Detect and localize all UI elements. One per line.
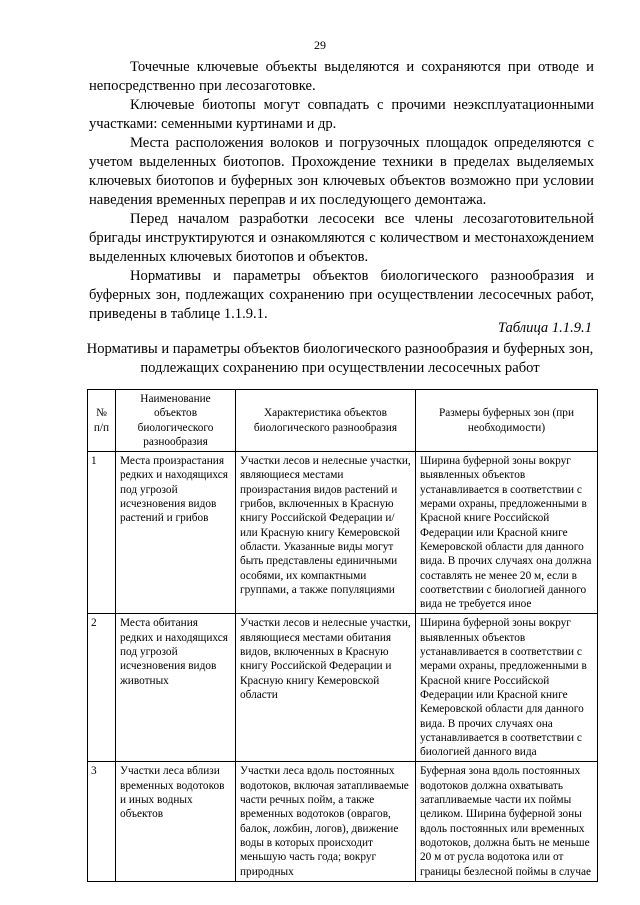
page-number: 29 <box>314 38 326 52</box>
cell-num: 2 <box>88 614 116 762</box>
cell-buffer: Буферная зона вдоль постоянных водотоков должна охватывать затапливаемые части их поймы целиком. Ширина буферной зоны вдоль постоянных или временных водотоков, должна быть не меньше 20 м от русла водотока или от границы безлесной поймы в случае <box>416 762 598 881</box>
cell-name: Участки леса вблизи временных водотоков и иных водных объектов <box>116 762 236 881</box>
cell-characteristic: Участки леса вдоль постоянных водотоков, включая затапливаемые части речных пойм, а также временных водотоков (оврагов, балок, ложбин, логов), движение воды в которых происходит меньшую часть года; вокруг природных <box>236 762 416 881</box>
cell-buffer: Ширина буферной зоны вокруг выявленных объектов устанавливается в соответствии с мерами охраны, предложенными в Красной книге Российской Федерации или Красной книге Кемеровской области для данного вида. В прочих случаях она должна составлять не менее 20 м, если в соответствии с биологией данного вида не требуется иное <box>416 452 598 614</box>
header-buffer: Размеры буферных зон (при необходимости) <box>416 390 598 452</box>
header-num: № п/п <box>88 390 116 452</box>
biodiversity-table <box>87 389 598 882</box>
table-row <box>88 614 598 762</box>
table-row <box>88 452 598 614</box>
header-name: Наименование объектов биологического разнообразия <box>116 390 236 452</box>
paragraph: Перед началом разработки лесосеки все члены лесозаготовительной бригады инструктируются и ознакомляются с количеством и местонахождением выделенных ключевых биотопов и объектов. <box>89 211 594 265</box>
cell-num: 1 <box>88 452 116 614</box>
paragraph: Ключевые биотопы могут совпадать с прочими неэксплуатационными участками: семенными куртинами и др. <box>89 97 594 132</box>
paragraph: Места расположения волоков и погрузочных площадок определяются с учетом выделенных биотопов. Прохождение техники в пределах выделяемых ключевых биотопов и буферных зон ключевых объектов возможно при условии наведения временных переправ и их последующего демонтажа. <box>89 135 594 208</box>
paragraph: Точечные ключевые объекты выделяются и сохраняются при отводе и непосредственно при лесозаготовке. <box>89 59 594 94</box>
cell-characteristic: Участки лесов и нелесные участки, являющиеся местами произрастания видов растений и грибов, включенных в Красную книгу Российской Федерации и/или Красную книгу Кемеровской области. Указанные виды могут быть представлены единичными особями, их компактными группами, а также популяциями <box>236 452 416 614</box>
table-row <box>88 762 598 881</box>
cell-name: Места произрастания редких и находящихся под угрозой исчезновения видов растений и грибов <box>116 452 236 614</box>
table-header-row <box>88 390 598 452</box>
body-text <box>89 58 594 324</box>
paragraph: Нормативы и параметры объектов биологического разнообразия и буферных зон, подлежащих сохранению при осуществлении лесосечных работ, приведены в таблице 1.1.9.1. <box>89 268 594 322</box>
cell-buffer: Ширина буферной зоны вокруг выявленных объектов устанавливается в соответствии с мерами охраны, предложенными в Красной книге Российской Федерации или Красной книге Кемеровской области для данного вида. В прочих случаях она устанавливается в соответствии с биологией данного вида <box>416 614 598 762</box>
cell-name: Места обитания редких и находящихся под угрозой исчезновения видов животных <box>116 614 236 762</box>
cell-characteristic: Участки лесов и нелесные участки, являющиеся местами обитания видов, включенных в Красную книгу Российской Федерации и Красную книгу Кемеровской области <box>236 614 416 762</box>
header-characteristic: Характеристика объектов биологического разнообразия <box>236 390 416 452</box>
table-title: Нормативы и параметры объектов биологического разнообразия и буферных зон, подлежащих сохранению при осуществлении лесосечных работ <box>86 341 594 376</box>
table-reference: Таблица 1.1.9.1 <box>497 320 592 336</box>
cell-num: 3 <box>88 762 116 881</box>
